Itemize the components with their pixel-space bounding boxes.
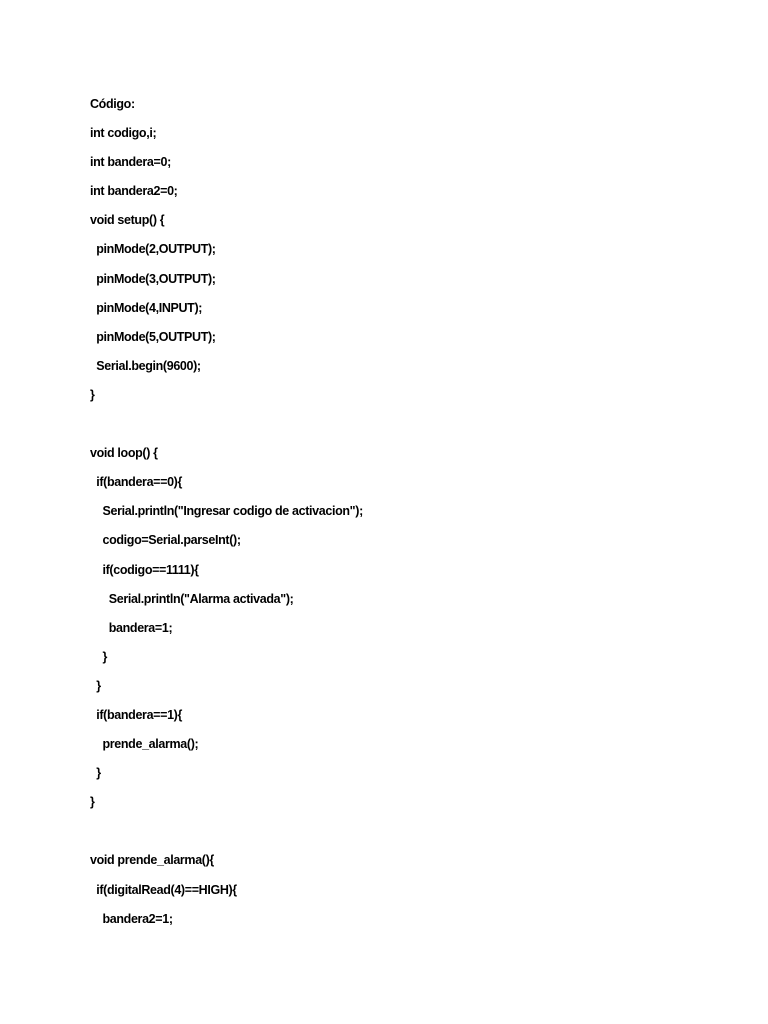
- code-line: Serial.begin(9600);: [90, 358, 201, 373]
- code-listing: [90, 90, 363, 934]
- code-line: pinMode(2,OUTPUT);: [90, 242, 216, 257]
- code-line: pinMode(5,OUTPUT);: [90, 329, 216, 344]
- code-line: if(bandera==1){: [90, 707, 182, 722]
- code-line: void prende_alarma(){: [90, 853, 214, 868]
- code-line: [90, 410, 363, 439]
- code-line: pinMode(4,INPUT);: [90, 300, 203, 315]
- code-line: prende_alarma();: [90, 737, 199, 752]
- code-line: }: [90, 649, 108, 664]
- code-line: }: [90, 795, 95, 810]
- code-line: int bandera2=0;: [90, 184, 178, 199]
- code-line: codigo=Serial.parseInt();: [90, 533, 241, 548]
- code-line: bandera2=1;: [90, 911, 173, 926]
- code-line: void loop() {: [90, 446, 158, 461]
- code-line: void setup() {: [90, 213, 165, 228]
- code-line: }: [90, 766, 101, 781]
- code-line: if(bandera==0){: [90, 475, 182, 490]
- code-line: Serial.println("Alarma activada");: [90, 591, 294, 606]
- code-line: [90, 817, 363, 846]
- code-line: }: [90, 678, 101, 693]
- code-line: if(digitalRead(4)==HIGH){: [90, 882, 237, 897]
- code-line: if(codigo==1111){: [90, 562, 199, 577]
- section-heading: Código:: [90, 97, 135, 111]
- code-line: int bandera=0;: [90, 155, 171, 170]
- code-line: Serial.println("Ingresar codigo de activacion");: [90, 504, 363, 519]
- code-line: int codigo,i;: [90, 126, 157, 141]
- code-line: }: [90, 387, 95, 402]
- code-line: pinMode(3,OUTPUT);: [90, 271, 216, 286]
- code-line: bandera=1;: [90, 620, 173, 635]
